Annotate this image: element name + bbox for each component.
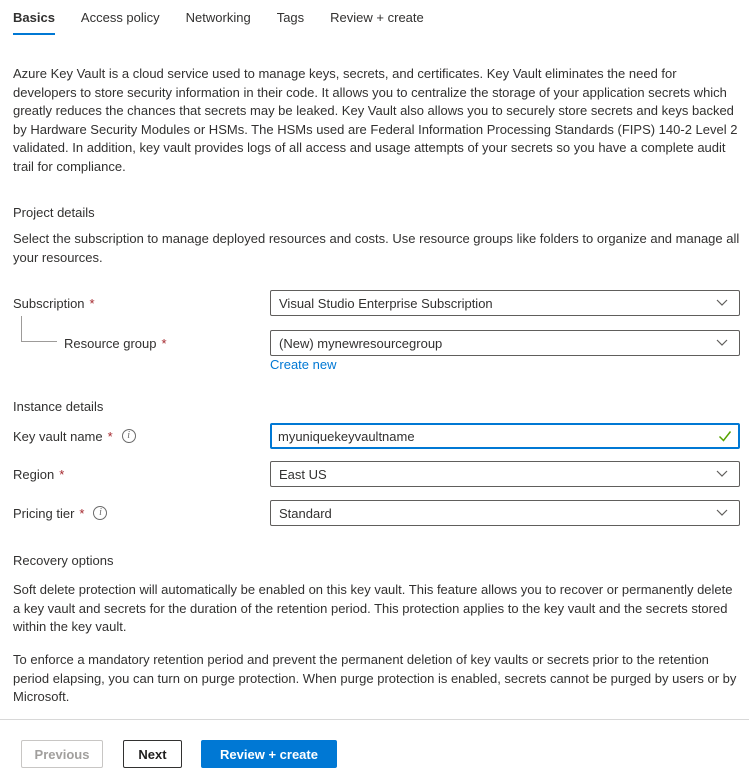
project-details-description: Select the subscription to manage deployed resources and costs. Use resource groups like folders to organize and manage all your resources. [13, 231, 740, 265]
pricing-tier-label-text: Pricing tier [13, 505, 75, 521]
valid-check-icon [718, 429, 732, 446]
key-vault-name-label-text: Key vault name [13, 428, 103, 444]
subscription-label [13, 290, 95, 316]
instance-details-heading: Instance details [13, 399, 104, 414]
resource-group-value: (New) mynewresourcegroup [279, 335, 443, 351]
chevron-down-icon [715, 505, 729, 522]
resource-group-label [64, 330, 167, 356]
project-details-heading: Project details [13, 205, 95, 220]
review-create-button[interactable]: Review + create [201, 740, 337, 768]
region-dropdown[interactable] [270, 461, 740, 487]
service-description: Azure Key Vault is a cloud service used to manage keys, secrets, and certificates. Key Vault eliminates the need for developers to store security information in their code. It allows you to centralize the storage of your application secrets which greatly reduces the chances that secrets may be leaked. Key Vault also allows you to securely store secrets and keys backed by Hardware Security Modules or HSMs. The HSMs used are Federal Information Processing Standards (FIPS) 140-2 Level 2 validated. In addition, key vault provides logs of all access and usage attempts of your secrets so you have a complete audit trail for compliance. [13, 66, 738, 174]
required-asterisk: * [107, 428, 113, 444]
label-connector-line [21, 316, 57, 342]
subscription-value: Visual Studio Enterprise Subscription [279, 295, 493, 311]
region-label [13, 461, 64, 487]
purge-protection-description: To enforce a mandatory retention period and prevent the permanent deletion of key vaults or secrets prior to the retention period elapsing, you can turn on purge protection. When purge protection is enabled, secrets cannot be purged by users or by Microsoft. [13, 652, 737, 704]
required-asterisk: * [79, 505, 85, 521]
key-vault-name-label [13, 423, 136, 449]
subscription-dropdown[interactable] [270, 290, 740, 316]
next-button[interactable]: Next [123, 740, 182, 768]
tab-access-policy[interactable]: Access policy [80, 10, 160, 25]
required-asterisk: * [161, 335, 167, 351]
required-asterisk: * [59, 466, 65, 482]
info-icon[interactable]: i [122, 429, 136, 443]
chevron-down-icon [715, 466, 729, 483]
pricing-tier-value: Standard [279, 505, 332, 521]
key-vault-name-field-wrap [270, 423, 740, 449]
info-icon[interactable]: i [93, 506, 107, 520]
soft-delete-description: Soft delete protection will automatically be enabled on this key vault. This feature allows you to recover or permanently delete a key vault and secrets for the duration of the retention period. This protection applies to the key vault and the secrets stored within the key vault. [13, 582, 733, 634]
pricing-tier-label [13, 500, 107, 526]
pricing-tier-dropdown[interactable] [270, 500, 740, 526]
resource-group-dropdown[interactable] [270, 330, 740, 356]
tab-bar [13, 10, 450, 35]
tab-networking[interactable]: Networking [185, 10, 251, 25]
resource-group-label-text: Resource group [64, 335, 157, 351]
tab-tags[interactable]: Tags [276, 10, 305, 25]
previous-button[interactable]: Previous [21, 740, 103, 768]
create-new-resource-group-link[interactable]: Create new [270, 357, 337, 372]
recovery-options-heading: Recovery options [13, 553, 114, 568]
chevron-down-icon [715, 335, 729, 352]
chevron-down-icon [715, 295, 729, 312]
tab-review-create[interactable]: Review + create [330, 10, 424, 25]
region-value: East US [279, 466, 327, 482]
required-asterisk: * [89, 295, 95, 311]
tab-basics[interactable]: Basics [13, 10, 55, 35]
region-label-text: Region [13, 466, 55, 482]
footer-divider [0, 719, 749, 720]
subscription-label-text: Subscription [13, 295, 85, 311]
key-vault-name-input[interactable] [270, 423, 740, 449]
